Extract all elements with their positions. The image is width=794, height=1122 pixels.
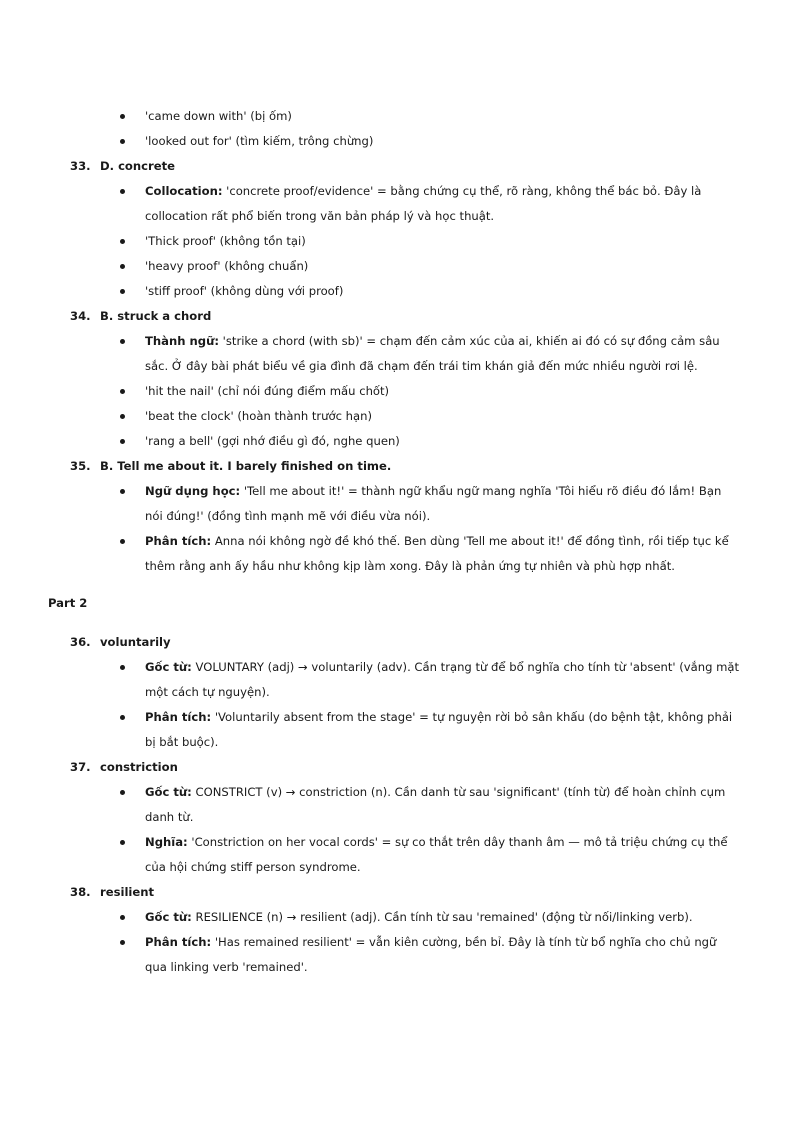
bullet-item: 'stiff proof' (không dùng với proof) <box>0 279 740 304</box>
answer-text: constriction <box>100 760 178 774</box>
bullet-item <box>0 479 740 529</box>
bullet-label: Gốc từ: <box>145 910 192 924</box>
bullet-text: 'Voluntarily absent from the stage' = tự nguyện rời bỏ sân khấu (do bệnh tật, không phải bị bắt buộc). <box>145 710 733 749</box>
answer-text: B. Tell me about it. I barely finished on time. <box>100 459 392 473</box>
bullet-label: Ngữ dụng học: <box>145 484 241 498</box>
section-heading: Part 2 <box>48 596 88 610</box>
question-38-answer <box>0 880 794 905</box>
question-number: 33. <box>70 159 91 173</box>
bullet-text: 'strike a chord (with sb)' = chạm đến cảm xúc của ai, khiến ai đó có sự đồng cảm sâu sắc. Ở đây bài phát biểu về gia đình đã chạm đến trái tim khán giả đến mức nhiều người rơi lệ. <box>145 334 720 373</box>
bullet-item <box>0 179 740 229</box>
bullet-text: 'Constriction on her vocal cords' = sự co thắt trên dây thanh âm — mô tả triệu chứng cụ thể của hội chứng stiff person syndrome. <box>145 835 728 874</box>
bullet-item: 'looked out for' (tìm kiếm, trông chừng) <box>0 129 740 154</box>
answer-text: voluntarily <box>100 635 171 649</box>
bullet-text: Anna nói không ngờ đề khó thế. Ben dùng 'Tell me about it!' để đồng tình, rồi tiếp tục kể thêm rằng anh ấy hầu như không kịp làm xong. Đây là phản ứng tự nhiên và phù hợp nhất. <box>145 534 729 573</box>
bullet-label: Gốc từ: <box>145 785 192 799</box>
bullet-text: 'concrete proof/evidence' = bằng chứng cụ thể, rõ ràng, không thể bác bỏ. Đây là collocation rất phổ biến trong văn bản pháp lý và học thuật. <box>145 184 702 223</box>
bullet-item: 'beat the clock' (hoàn thành trước hạn) <box>0 404 740 429</box>
bullet-item: 'hit the nail' (chỉ nói đúng điểm mấu chốt) <box>0 379 740 404</box>
bullet-item: 'came down with' (bị ốm) <box>0 104 740 129</box>
bullet-item <box>0 705 740 755</box>
bullet-label: Phân tích: <box>145 935 212 949</box>
bullet-text: 'Tell me about it!' = thành ngữ khẩu ngữ mang nghĩa 'Tôi hiểu rõ điều đó lắm! Bạn nói đúng!' (đồng tình mạnh mẽ với điều vừa nói). <box>145 484 722 523</box>
question-number: 34. <box>70 309 91 323</box>
bullet-text: RESILIENCE (n) → resilient (adj). Cần tính từ sau 'remained' (động từ nối/linking verb). <box>191 910 693 924</box>
bullet-item <box>0 329 740 379</box>
answer-text: B. struck a chord <box>100 309 212 323</box>
bullet-item <box>0 529 740 579</box>
question-number: 35. <box>70 459 91 473</box>
question-37-answer <box>0 755 794 780</box>
question-36-answer <box>0 630 794 655</box>
bullet-item <box>0 655 740 705</box>
bullet-label: Collocation: <box>145 184 223 198</box>
question-35-answer <box>0 454 794 479</box>
bullet-label: Phân tích: <box>145 710 212 724</box>
bullet-item: 'heavy proof' (không chuẩn) <box>0 254 740 279</box>
answer-text: D. concrete <box>100 159 176 173</box>
question-number: 37. <box>70 760 91 774</box>
question-number: 36. <box>70 635 91 649</box>
bullet-label: Gốc từ: <box>145 660 192 674</box>
answer-text: resilient <box>100 885 155 899</box>
bullet-item <box>0 905 740 930</box>
bullet-text: VOLUNTARY (adj) → voluntarily (adv). Cần trạng từ để bổ nghĩa cho tính từ 'absent' (vắng mặt một cách tự nguyện). <box>145 660 740 699</box>
bullet-item: 'Thick proof' (không tồn tại) <box>0 229 740 254</box>
question-33-answer <box>0 154 794 179</box>
bullet-text: 'Has remained resilient' = vẫn kiên cường, bền bỉ. Đây là tính từ bổ nghĩa cho chủ ngữ qua linking verb 'remained'. <box>145 935 717 974</box>
bullet-item <box>0 780 740 830</box>
bullet-text: CONSTRICT (v) → constriction (n). Cần danh từ sau 'significant' (tính từ) để hoàn chỉnh cụm danh từ. <box>145 785 726 824</box>
bullet-label: Phân tích: <box>145 534 212 548</box>
bullet-item: 'rang a bell' (gợi nhớ điều gì đó, nghe quen) <box>0 429 740 454</box>
question-34-answer <box>0 304 794 329</box>
bullet-label: Nghĩa: <box>145 835 188 849</box>
bullet-label: Thành ngữ: <box>145 334 219 348</box>
question-number: 38. <box>70 885 91 899</box>
bullet-item <box>0 930 740 980</box>
bullet-item <box>0 830 740 880</box>
